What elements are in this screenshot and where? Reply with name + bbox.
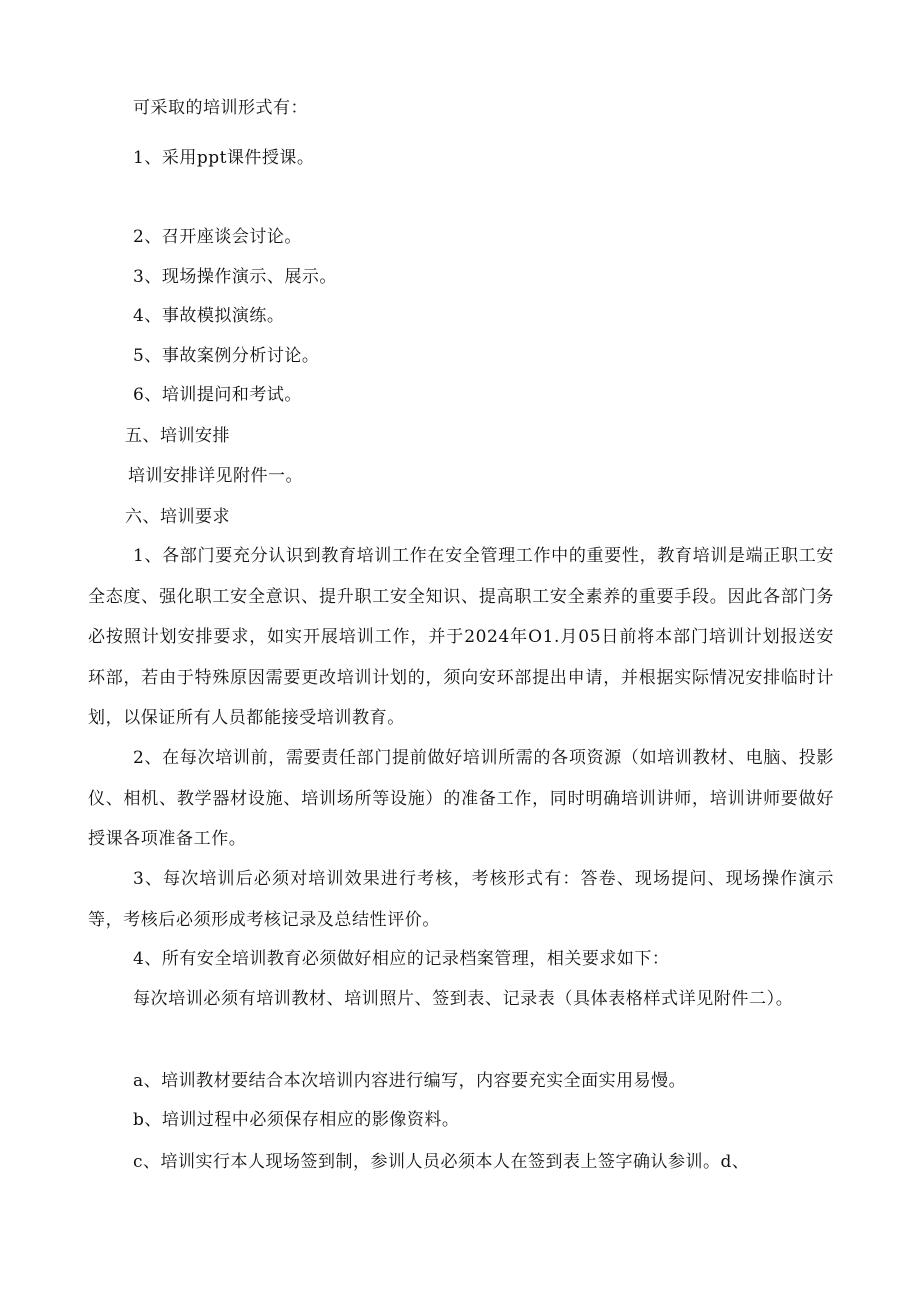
section-5-heading: 五、培训安排 (125, 426, 230, 446)
item-b: b、培训过程中必须保存相应的影像资料。 (133, 1110, 460, 1130)
form-item-5: 5、事故案例分析讨论。 (133, 346, 320, 366)
form-item-3: 3、现场操作演示、展示。 (133, 267, 337, 287)
section-5-text: 培训安排详见附件一。 (128, 466, 303, 486)
form-item-1: 1、采用ppt课件授课。 (133, 148, 315, 168)
section-6-heading: 六、培训要求 (125, 507, 230, 527)
form-item-2: 2、召开座谈会讨论。 (133, 227, 302, 247)
requirement-2: 2、在每次培训前，需要责任部门提前做好培训所需的各项资源（如培训教材、电脑、投影仪、相机、教学器材设施、培训场所等设施）的准备工作，同时明确培训讲师，培训讲师要做好授课各项准备工作。 (88, 748, 834, 849)
item-c: c、培训实行本人现场签到制，参训人员必须本人在签到表上签字确认参训。d、 (133, 1152, 750, 1172)
requirement-4-detail: 每次培训必须有培训教材、培训照片、签到表、记录表（具体表格样式详见附件二）。 (133, 989, 794, 1009)
requirement-3: 3、每次培训后必须对培训效果进行考核，考核形式有：答卷、现场提问、现场操作演示等，考核后必须形成考核记录及总结性评价。 (88, 869, 834, 930)
intro-line: 可采取的培训形式有： (133, 98, 308, 118)
form-item-6: 6、培训提问和考试。 (133, 385, 302, 405)
requirement-1: 1、各部门要充分认识到教育培训工作在安全管理工作中的重要性，教育培训是端正职工安全态度、强化职工安全意识、提升职工安全知识、提高职工安全素养的重要手段。因此各部门务必按照计划安排要求，如实开展培训工作，并于2024年O1.月05日前将本部门培训计划报送安环部，若由于特殊原因需要更改培训计划的，须向安环部提出申请，并根据实际情况安排临时计划，以保证所有人员都能接受培训教育。 (88, 546, 834, 728)
form-item-4: 4、事故模拟演练。 (133, 306, 285, 326)
requirement-4: 4、所有安全培训教育必须做好相应的记录档案管理，相关要求如下： (133, 949, 670, 969)
item-a: a、培训教材要结合本次培训内容进行编写，内容要充实全面实用易慢。 (133, 1071, 687, 1091)
